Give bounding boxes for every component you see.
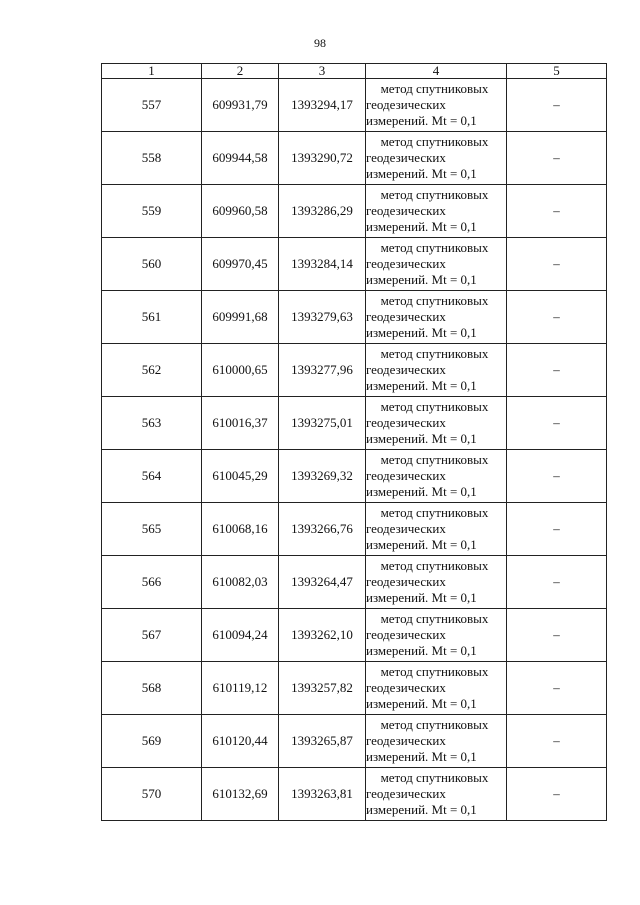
method-line: измерений. Mt = 0,1 bbox=[366, 696, 477, 711]
method-line: метод спутниковых bbox=[380, 346, 489, 361]
y-coordinate-cell: 1393257,82 bbox=[279, 662, 366, 715]
table-row bbox=[102, 450, 607, 503]
table-row bbox=[102, 768, 607, 821]
column-5-cell: – bbox=[507, 450, 607, 503]
method-line: измерений. Mt = 0,1 bbox=[366, 378, 477, 393]
method-cell bbox=[366, 556, 507, 609]
y-coordinate-cell: 1393264,47 bbox=[279, 556, 366, 609]
table-row bbox=[102, 397, 607, 450]
header-col-2: 2 bbox=[202, 64, 279, 79]
point-number-cell: 569 bbox=[102, 715, 202, 768]
method-line: геодезических bbox=[366, 627, 446, 642]
y-coordinate-cell: 1393275,01 bbox=[279, 397, 366, 450]
header-col-1: 1 bbox=[102, 64, 202, 79]
y-coordinate-cell: 1393294,17 bbox=[279, 79, 366, 132]
column-5-cell: – bbox=[507, 503, 607, 556]
method-cell bbox=[366, 132, 507, 185]
method-cell bbox=[366, 185, 507, 238]
table-row bbox=[102, 556, 607, 609]
column-5-cell: – bbox=[507, 556, 607, 609]
x-coordinate-cell: 610068,16 bbox=[202, 503, 279, 556]
method-line: геодезических bbox=[366, 733, 446, 748]
y-coordinate-cell: 1393262,10 bbox=[279, 609, 366, 662]
method-line: измерений. Mt = 0,1 bbox=[366, 643, 477, 658]
header-col-5: 5 bbox=[507, 64, 607, 79]
y-coordinate-cell: 1393286,29 bbox=[279, 185, 366, 238]
method-line: геодезических bbox=[366, 150, 446, 165]
x-coordinate-cell: 609960,58 bbox=[202, 185, 279, 238]
y-coordinate-cell: 1393266,76 bbox=[279, 503, 366, 556]
y-coordinate-cell: 1393279,63 bbox=[279, 291, 366, 344]
method-line: измерений. Mt = 0,1 bbox=[366, 431, 477, 446]
point-number-cell: 559 bbox=[102, 185, 202, 238]
x-coordinate-cell: 610119,12 bbox=[202, 662, 279, 715]
table-row bbox=[102, 79, 607, 132]
point-number-cell: 567 bbox=[102, 609, 202, 662]
method-cell bbox=[366, 450, 507, 503]
method-line: геодезических bbox=[366, 680, 446, 695]
x-coordinate-cell: 610094,24 bbox=[202, 609, 279, 662]
table-row bbox=[102, 291, 607, 344]
table-row bbox=[102, 185, 607, 238]
table-row bbox=[102, 715, 607, 768]
method-line: метод спутниковых bbox=[380, 187, 489, 202]
page-number: 98 bbox=[314, 36, 326, 50]
x-coordinate-cell: 610132,69 bbox=[202, 768, 279, 821]
method-cell bbox=[366, 238, 507, 291]
method-line: измерений. Mt = 0,1 bbox=[366, 325, 477, 340]
method-line: метод спутниковых bbox=[380, 240, 489, 255]
method-line: измерений. Mt = 0,1 bbox=[366, 272, 477, 287]
y-coordinate-cell: 1393277,96 bbox=[279, 344, 366, 397]
point-number-cell: 568 bbox=[102, 662, 202, 715]
point-number-cell: 557 bbox=[102, 79, 202, 132]
x-coordinate-cell: 610082,03 bbox=[202, 556, 279, 609]
method-cell bbox=[366, 397, 507, 450]
point-number-cell: 562 bbox=[102, 344, 202, 397]
header-col-4: 4 bbox=[366, 64, 507, 79]
table-row bbox=[102, 503, 607, 556]
y-coordinate-cell: 1393263,81 bbox=[279, 768, 366, 821]
y-coordinate-cell: 1393284,14 bbox=[279, 238, 366, 291]
method-line: метод спутниковых bbox=[380, 399, 489, 414]
method-line: метод спутниковых bbox=[380, 505, 489, 520]
point-number-cell: 565 bbox=[102, 503, 202, 556]
table-body bbox=[102, 79, 607, 821]
column-5-cell: – bbox=[507, 397, 607, 450]
method-line: метод спутниковых bbox=[380, 81, 489, 96]
x-coordinate-cell: 609970,45 bbox=[202, 238, 279, 291]
method-line: измерений. Mt = 0,1 bbox=[366, 113, 477, 128]
method-line: геодезических bbox=[366, 415, 446, 430]
method-line: измерений. Mt = 0,1 bbox=[366, 166, 477, 181]
header-row bbox=[102, 64, 607, 79]
column-5-cell: – bbox=[507, 715, 607, 768]
table-row bbox=[102, 344, 607, 397]
method-line: геодезических bbox=[366, 309, 446, 324]
method-line: геодезических bbox=[366, 786, 446, 801]
method-cell bbox=[366, 609, 507, 662]
point-number-cell: 570 bbox=[102, 768, 202, 821]
method-line: геодезических bbox=[366, 468, 446, 483]
method-line: геодезических bbox=[366, 97, 446, 112]
x-coordinate-cell: 609944,58 bbox=[202, 132, 279, 185]
table-row bbox=[102, 662, 607, 715]
method-line: измерений. Mt = 0,1 bbox=[366, 749, 477, 764]
point-number-cell: 566 bbox=[102, 556, 202, 609]
column-5-cell: – bbox=[507, 344, 607, 397]
method-line: измерений. Mt = 0,1 bbox=[366, 484, 477, 499]
y-coordinate-cell: 1393269,32 bbox=[279, 450, 366, 503]
method-cell bbox=[366, 291, 507, 344]
method-line: геодезических bbox=[366, 203, 446, 218]
table-row bbox=[102, 132, 607, 185]
method-line: геодезических bbox=[366, 521, 446, 536]
method-cell bbox=[366, 715, 507, 768]
method-line: геодезических bbox=[366, 574, 446, 589]
table-header bbox=[102, 64, 607, 79]
method-line: метод спутниковых bbox=[380, 293, 489, 308]
method-line: метод спутниковых bbox=[380, 770, 489, 785]
method-cell bbox=[366, 768, 507, 821]
method-cell bbox=[366, 503, 507, 556]
x-coordinate-cell: 609931,79 bbox=[202, 79, 279, 132]
x-coordinate-cell: 609991,68 bbox=[202, 291, 279, 344]
y-coordinate-cell: 1393290,72 bbox=[279, 132, 366, 185]
column-5-cell: – bbox=[507, 185, 607, 238]
method-cell bbox=[366, 662, 507, 715]
method-line: метод спутниковых bbox=[380, 558, 489, 573]
point-number-cell: 560 bbox=[102, 238, 202, 291]
method-line: метод спутниковых bbox=[380, 611, 489, 626]
column-5-cell: – bbox=[507, 662, 607, 715]
point-number-cell: 558 bbox=[102, 132, 202, 185]
x-coordinate-cell: 610000,65 bbox=[202, 344, 279, 397]
method-line: метод спутниковых bbox=[380, 664, 489, 679]
table-row bbox=[102, 609, 607, 662]
method-line: измерений. Mt = 0,1 bbox=[366, 802, 477, 817]
coordinates-table bbox=[101, 63, 607, 821]
method-line: метод спутниковых bbox=[380, 452, 489, 467]
column-5-cell: – bbox=[507, 609, 607, 662]
x-coordinate-cell: 610016,37 bbox=[202, 397, 279, 450]
column-5-cell: – bbox=[507, 238, 607, 291]
point-number-cell: 561 bbox=[102, 291, 202, 344]
point-number-cell: 564 bbox=[102, 450, 202, 503]
column-5-cell: – bbox=[507, 79, 607, 132]
method-cell bbox=[366, 79, 507, 132]
column-5-cell: – bbox=[507, 291, 607, 344]
method-line: метод спутниковых bbox=[380, 134, 489, 149]
point-number-cell: 563 bbox=[102, 397, 202, 450]
header-col-3: 3 bbox=[279, 64, 366, 79]
method-line: геодезических bbox=[366, 362, 446, 377]
method-line: геодезических bbox=[366, 256, 446, 271]
column-5-cell: – bbox=[507, 132, 607, 185]
table-row bbox=[102, 238, 607, 291]
method-line: измерений. Mt = 0,1 bbox=[366, 590, 477, 605]
column-5-cell: – bbox=[507, 768, 607, 821]
method-line: метод спутниковых bbox=[380, 717, 489, 732]
y-coordinate-cell: 1393265,87 bbox=[279, 715, 366, 768]
x-coordinate-cell: 610120,44 bbox=[202, 715, 279, 768]
method-line: измерений. Mt = 0,1 bbox=[366, 219, 477, 234]
x-coordinate-cell: 610045,29 bbox=[202, 450, 279, 503]
method-cell bbox=[366, 344, 507, 397]
method-line: измерений. Mt = 0,1 bbox=[366, 537, 477, 552]
